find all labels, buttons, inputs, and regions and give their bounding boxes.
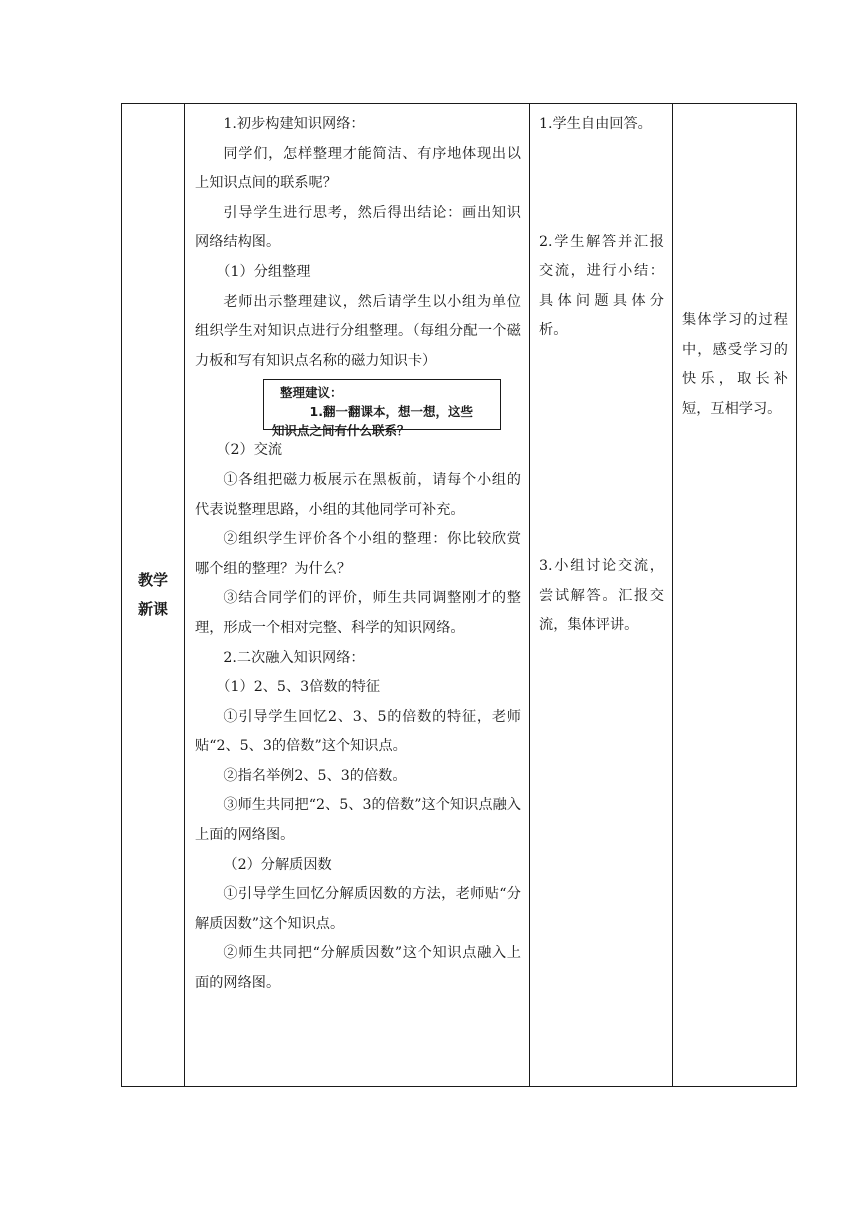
paragraph: ①引导学生回忆2、3、5的倍数的特征，老师贴“2、5、3的倍数”这个知识点。 [195, 708, 521, 755]
suggestion-box [263, 379, 501, 439]
suggestion-line: 知识点之间有什么联系？ [272, 423, 410, 439]
suggestion-title: 整理建议： [280, 385, 343, 401]
student-item: 3.小组讨论交流，尝试解答。汇报交流，集体评讲。 [539, 557, 664, 634]
student-item: 1.学生自由回答。 [539, 116, 652, 132]
category-label: 教学新课 [137, 571, 168, 618]
student-activity-cell [530, 104, 673, 1087]
student-item: 2.学生解答并汇报交流，进行小结：具体问题具体分析。 [539, 233, 664, 339]
paragraph: ①各组把磁力板展示在黑板前，请每个小组的代表说整理思路，小组的其他同学可补充。 [195, 471, 521, 518]
paragraph: 2.二次融入知识网络： [223, 649, 365, 666]
intent-text: 集体学习的过程中，感受学习的快乐，取长补短，互相学习。 [682, 312, 788, 417]
paragraph: （2）分解质因数 [223, 856, 332, 873]
paragraph: 老师出示整理建议，然后请学生以小组为单位组织学生对知识点进行分组整理。（每组分配一个磁力板和写有知识点名称的磁力知识卡） [195, 293, 521, 369]
paragraph: 同学们，怎样整理才能简洁、有序地体现出以上知识点间的联系呢？ [195, 145, 521, 192]
paragraph: ③结合同学们的评价，师生共同调整刚才的整理，形成一个相对完整、科学的知识网络。 [195, 590, 521, 636]
paragraph: ②师生共同把“分解质因数”这个知识点融入上面的网络图。 [195, 945, 521, 992]
teaching-process-cell [185, 104, 530, 1087]
category-cell [122, 104, 185, 1087]
paragraph: ①引导学生回忆分解质因数的方法，老师贴“分解质因数”这个知识点。 [195, 886, 521, 932]
table-row [122, 104, 797, 1087]
paragraph: （1）2、5、3倍数的特征 [216, 679, 381, 696]
suggestion-line: 1.翻一翻课本，想一想，这些 [309, 404, 473, 420]
paragraph: ③师生共同把“2、5、3的倍数”这个知识点融入上面的网络图。 [195, 797, 521, 844]
paragraph: ②指名举例2、5、3的倍数。 [223, 767, 407, 784]
paragraph: （2）交流 [216, 442, 283, 459]
paragraph: （1）分组整理 [216, 263, 311, 280]
paragraph: 1.初步构建知识网络： [223, 116, 365, 132]
paragraph: ②组织学生评价各个小组的整理：你比较欣赏哪个组的整理？为什么？ [195, 531, 521, 577]
lesson-plan-table [121, 103, 797, 1087]
design-intent-cell [673, 104, 797, 1087]
paragraph: 引导学生进行思考，然后得出结论：画出知识网络结构图。 [195, 204, 521, 251]
